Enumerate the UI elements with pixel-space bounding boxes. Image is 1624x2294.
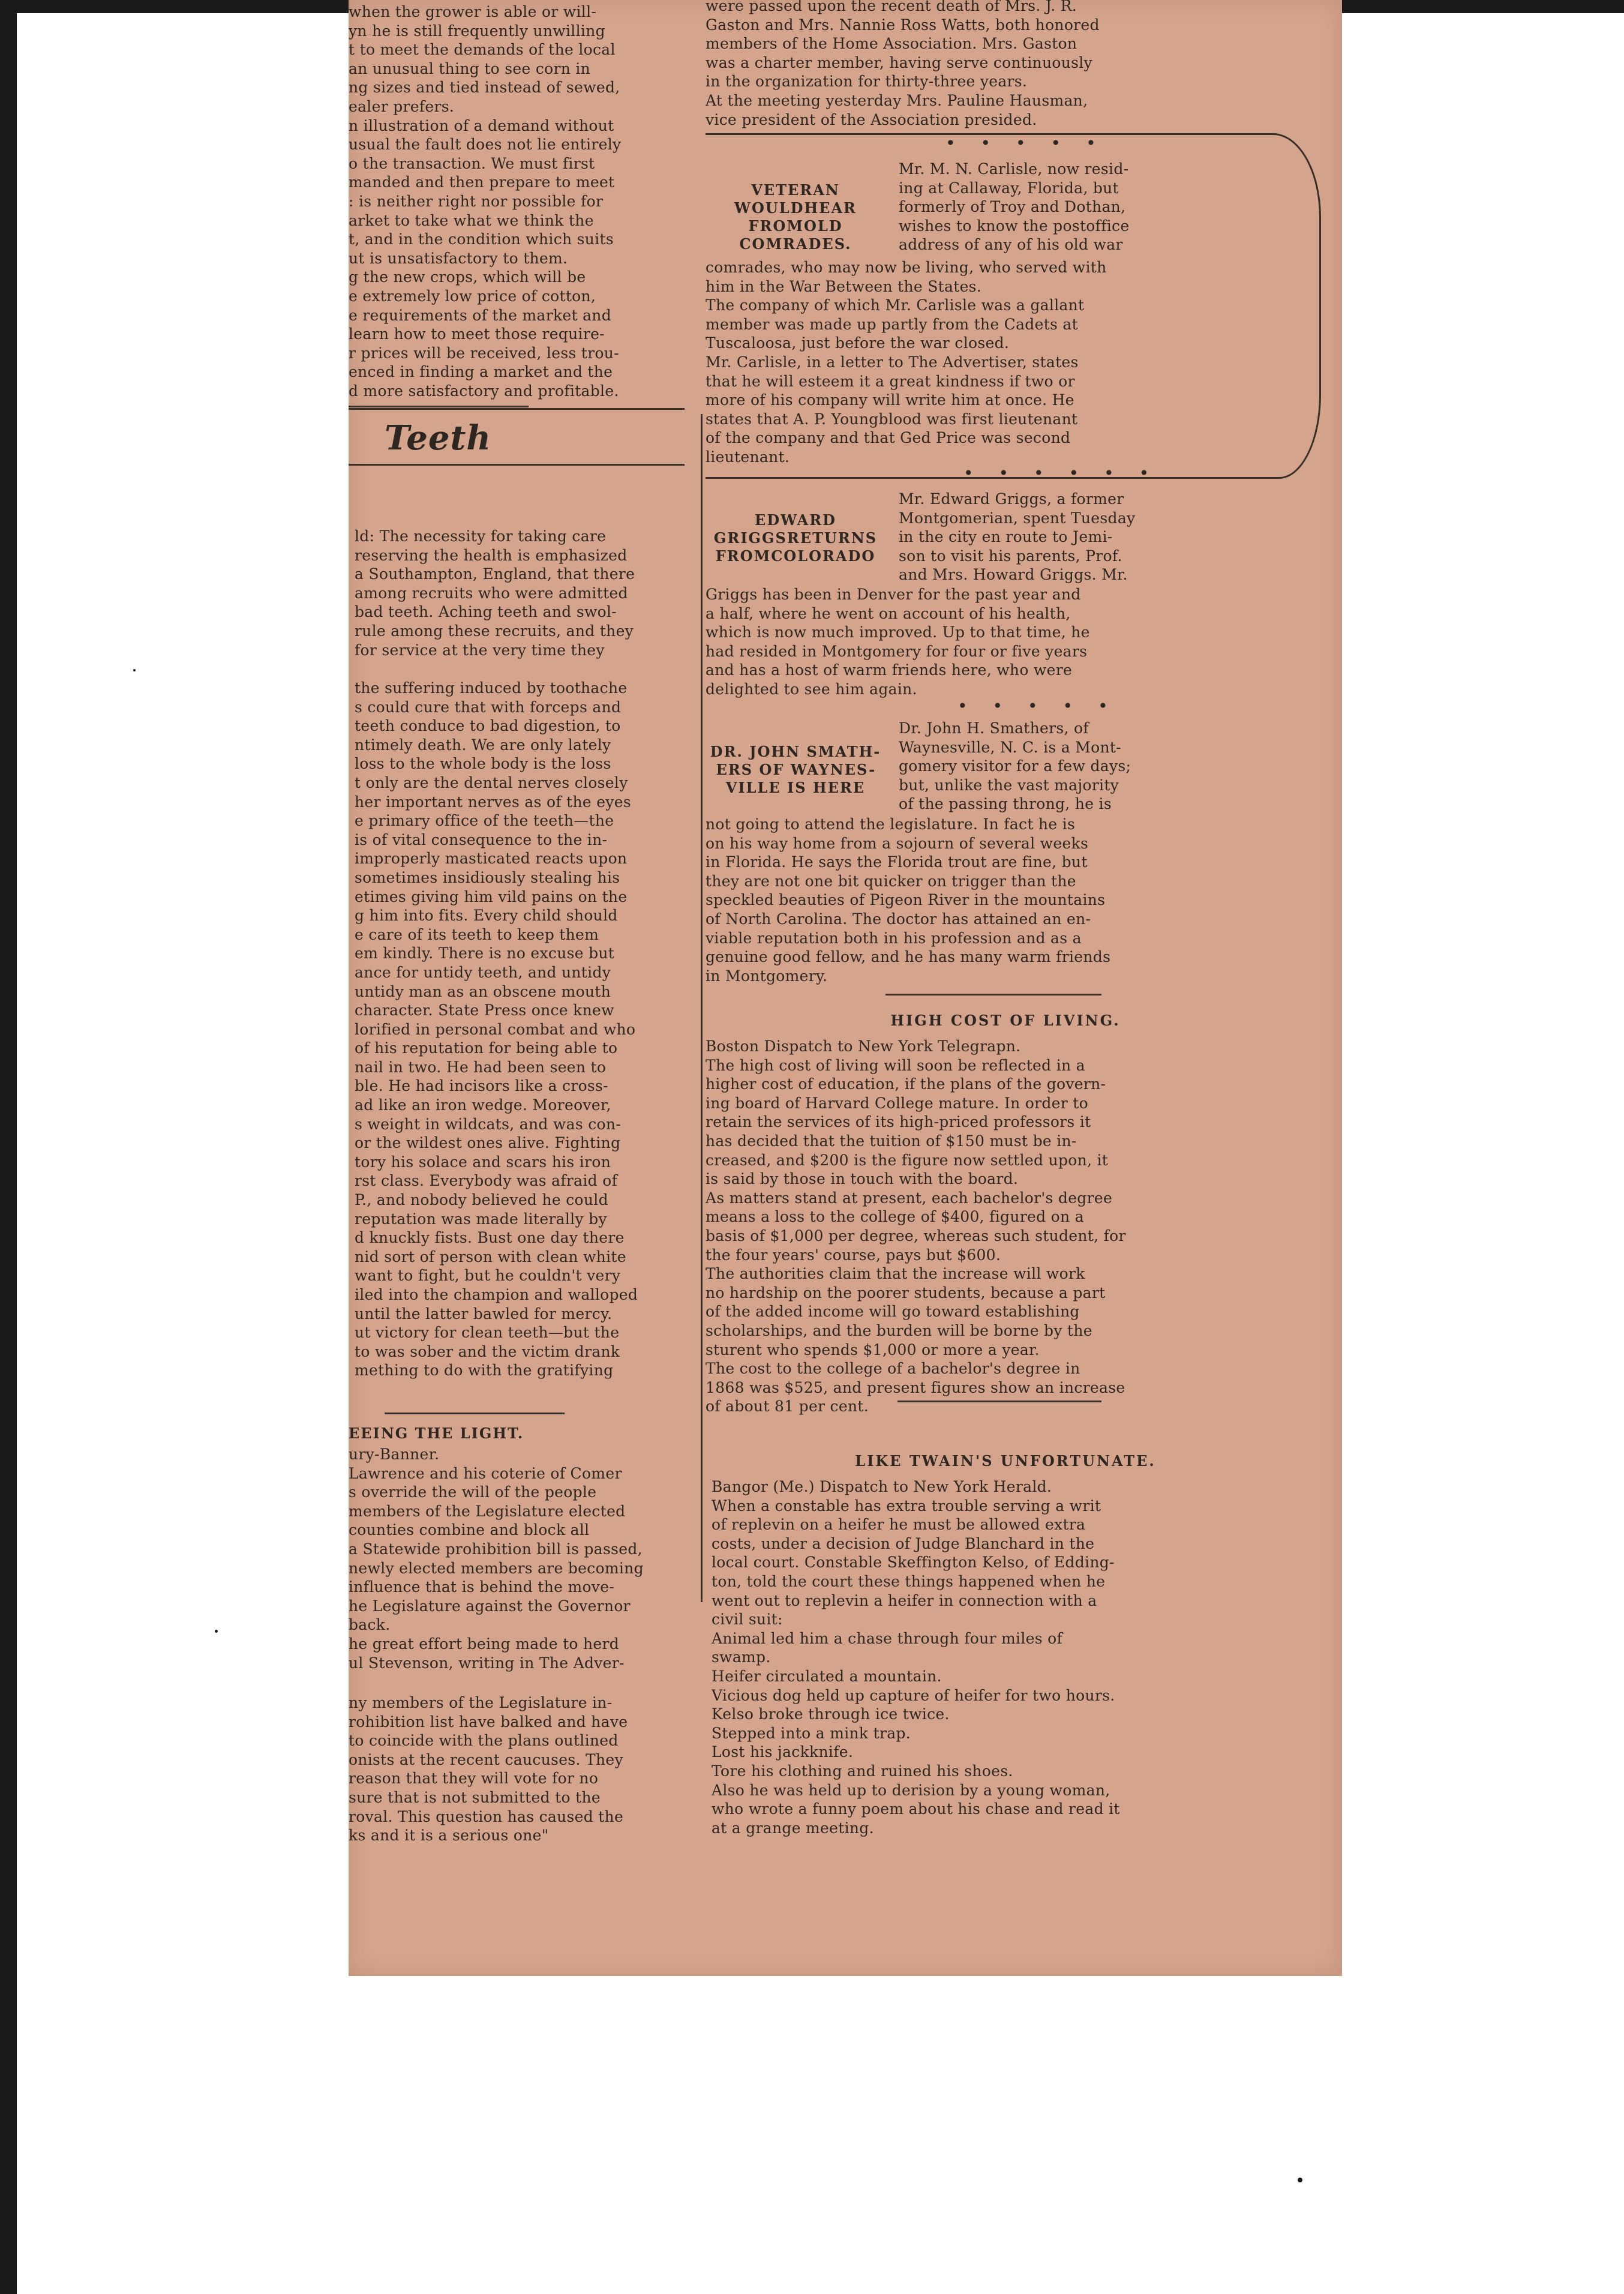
text-line: in Florida. He says the Florida trout are fine, but: [706, 853, 1088, 871]
text-line: were passed upon the recent death of Mrs. J. R.: [706, 0, 1077, 14]
text-line: genuine good fellow, and he has many warm friends: [706, 948, 1111, 966]
text-line: Montgomerian, spent Tuesday: [899, 509, 1136, 527]
text-line: When a constable has extra trouble serving a writ: [712, 1497, 1101, 1515]
cost-heading: HIGH COST OF LIVING.: [890, 1012, 1121, 1029]
text-line: Boston Dispatch to New York Telegrapn.: [706, 1037, 1021, 1055]
text-line: of North Carolina. The doctor has attained an en-: [706, 910, 1091, 928]
text-line: son to visit his parents, Prof.: [899, 547, 1122, 565]
text-line: Tore his clothing and ruined his shoes.: [712, 1762, 1013, 1780]
text-line: ut victory for clean teeth—but the: [355, 1324, 620, 1342]
text-line: more of his company will write him at once. He: [706, 391, 1074, 409]
text-line: ERS OF WAYNES-: [716, 761, 875, 778]
text-line: when the grower is able or will-: [349, 3, 597, 20]
text-line: newly elected members are becoming: [349, 1559, 644, 1577]
divider-rule: [897, 1401, 1101, 1402]
text-line: o the transaction. We must first: [349, 154, 595, 172]
text-line: loss to the whole body is the loss: [355, 755, 611, 773]
smathers-side-text: [899, 719, 1301, 814]
text-line: ing board of Harvard College mature. In order to: [706, 1094, 1088, 1112]
text-line: ealer prefers.: [349, 97, 455, 115]
text-line: Lawrence and his coterie of Comer: [349, 1464, 622, 1482]
text-line: but, unlike the vast majority: [899, 776, 1119, 794]
text-line: ul Stevenson, writing in The Adver-: [349, 1654, 625, 1672]
text-line: nail in two. He had been seen to: [355, 1058, 607, 1076]
text-line: s weight in wildcats, and was con-: [355, 1115, 622, 1133]
cotton-article-text: [349, 2, 676, 400]
text-line: Lost his jackknife.: [712, 1743, 854, 1761]
text-line: rule among these recruits, and they: [355, 622, 634, 640]
text-line: states that A. P. Youngblood was first lieutenant: [706, 410, 1078, 428]
text-line: comrades, who may now be living, who served with: [706, 259, 1107, 276]
griggs-heading: [706, 511, 885, 565]
light-article-text-a: [349, 1445, 685, 1672]
text-line: ng sizes and tied instead of sewed,: [349, 79, 620, 97]
text-line: sometimes insidiously stealing his: [355, 868, 620, 886]
divider-rule: [885, 994, 1101, 995]
text-line: of replevin on a heifer he must be allowed extra: [712, 1516, 1086, 1534]
text-line: DR. JOHN SMATH-: [710, 743, 881, 760]
text-line: Heifer circulated a mountain.: [712, 1667, 942, 1685]
text-line: Griggs has been in Denver for the past year and: [706, 586, 1081, 603]
text-line: s could cure that with forceps and: [355, 698, 622, 716]
text-line: bad teeth. Aching teeth and swol-: [355, 603, 617, 621]
text-line: The high cost of living will soon be reflected in a: [706, 1056, 1085, 1074]
text-line: wishes to know the postoffice: [899, 217, 1130, 235]
text-line: ny members of the Legislature in-: [349, 1694, 613, 1711]
text-line: iled into the champion and walloped: [355, 1286, 638, 1303]
text-line: Animal led him a chase through four miles of: [712, 1629, 1063, 1647]
text-line: tory his solace and scars his iron: [355, 1153, 611, 1171]
text-line: to coincide with the plans outlined: [349, 1732, 619, 1750]
text-line: in the organization for thirty-three years.: [706, 73, 1028, 91]
text-line: went out to replevin a heifer in connection with a: [712, 1591, 1097, 1609]
text-line: ury-Banner.: [349, 1446, 440, 1463]
text-line: character. State Press once knew: [355, 1001, 614, 1019]
text-line: e care of its teeth to keep them: [355, 925, 599, 943]
text-line: OLD COMRADES.: [739, 217, 852, 253]
specks: [133, 669, 136, 671]
text-line: t to meet the demands of the local: [349, 41, 616, 59]
text-line: and Mrs. Howard Griggs. Mr.: [899, 566, 1128, 584]
text-line: learn how to meet those require-: [349, 325, 605, 343]
text-line: P., and nobody believed he could: [355, 1191, 608, 1209]
text-line: ad like an iron wedge. Moreover,: [355, 1096, 611, 1114]
right-column: [706, 0, 1323, 1976]
text-line: Stepped into a mink trap.: [712, 1724, 911, 1742]
teeth-article-text-a: [355, 527, 679, 659]
text-line: rst class. Everybody was afraid of: [355, 1172, 618, 1190]
text-line: basis of $1,000 per degree, whereas such student, for: [706, 1227, 1126, 1245]
text-line: members of the Legislature elected: [349, 1502, 626, 1520]
text-line: d knuckly fists. Bust one day there: [355, 1229, 625, 1247]
text-line: he great effort being made to herd: [349, 1635, 620, 1653]
text-line: teeth conduce to bad digestion, to: [355, 717, 621, 735]
text-line: reserving the health is emphasized: [355, 546, 628, 564]
text-line: her important nerves as of the eyes: [355, 793, 631, 811]
text-line: an unusual thing to see corn in: [349, 59, 591, 77]
divider-rule: [349, 406, 529, 407]
scan-left-border: [0, 13, 17, 2294]
text-line: is said by those in touch with the board.: [706, 1170, 1019, 1188]
text-line: of the added income will go toward establishing: [706, 1303, 1080, 1321]
text-line: ton, told the court these things happened when he: [712, 1572, 1106, 1590]
cost-article-text: [706, 1037, 1305, 1416]
text-line: ntimely death. We are only lately: [355, 736, 611, 754]
text-line: costs, under a decision of Judge Blanchard in the: [712, 1534, 1095, 1552]
text-line: higher cost of education, if the plans of the govern-: [706, 1075, 1106, 1093]
text-line: influence that is behind the move-: [349, 1578, 615, 1596]
text-line: or the wildest ones alive. Fighting: [355, 1134, 621, 1152]
text-line: vice president of the Association presided.: [706, 110, 1037, 128]
text-line: arket to take what we think the: [349, 211, 594, 229]
left-column: [349, 0, 685, 1976]
veteran-article-text: [706, 258, 1305, 467]
text-line: t, and in the condition which suits: [349, 230, 614, 248]
smathers-heading: [706, 743, 885, 797]
newspaper-clipping: [349, 0, 1342, 1976]
text-line: retain the services of its high-priced professors it: [706, 1113, 1091, 1131]
text-line: is of vital consequence to the in-: [355, 830, 608, 848]
text-line: a Southampton, England, that there: [355, 565, 635, 583]
text-line: they are not one bit quicker on trigger than the: [706, 872, 1076, 890]
text-line: e extremely low price of cotton,: [349, 287, 596, 305]
text-line: among recruits who were admitted: [355, 584, 628, 602]
text-line: yn he is still frequently unwilling: [349, 22, 605, 40]
text-line: who wrote a funny poem about his chase and read it: [712, 1800, 1120, 1818]
text-line: : is neither right nor possible for: [349, 192, 604, 210]
text-line: of the company and that Ged Price was second: [706, 429, 1071, 447]
text-line: ut is unsatisfactory to them.: [349, 249, 568, 267]
text-line: n illustration of a demand without: [349, 116, 614, 134]
text-line: a half, where he went on account of his health,: [706, 604, 1071, 622]
text-line: members of the Home Association. Mrs. Gaston: [706, 35, 1077, 53]
text-line: ks and it is a serious one": [349, 1827, 549, 1845]
text-line: Tuscaloosa, just before the war closed.: [706, 334, 1010, 352]
text-line: was a charter member, having serve continuously: [706, 53, 1092, 71]
text-line: sure that is not submitted to the: [349, 1788, 601, 1806]
text-line: a Statewide prohibition bill is passed,: [349, 1540, 643, 1558]
text-line: ld: The necessity for taking care: [355, 527, 607, 545]
text-line: lieutenant.: [706, 448, 790, 466]
text-line: e requirements of the market and: [349, 306, 612, 324]
text-line: has decided that the tuition of $150 must be in-: [706, 1132, 1077, 1150]
specks: [215, 1630, 218, 1633]
veteran-heading: [706, 181, 885, 253]
separator-stars: •••••: [957, 696, 1133, 716]
text-line: RETURNS FROM: [715, 529, 878, 565]
text-line: of his reputation for being able to: [355, 1039, 618, 1057]
text-line: Mr. Edward Griggs, a former: [899, 490, 1124, 508]
text-line: Mr. M. N. Carlisle, now resid-: [899, 160, 1129, 178]
text-line: nid sort of person with clean white: [355, 1248, 626, 1266]
text-line: sturent who spends $1,000 or more a year.: [706, 1341, 1040, 1359]
text-line: him in the War Between the States.: [706, 277, 982, 295]
text-line: back.: [349, 1616, 391, 1634]
home-association-text: [706, 0, 1305, 129]
text-line: Gaston and Mrs. Nannie Ross Watts, both honored: [706, 16, 1100, 34]
light-heading: EEING THE LIGHT.: [349, 1425, 524, 1442]
text-line: manded and then prepare to meet: [349, 173, 615, 191]
text-line: Bangor (Me.) Dispatch to New York Herald.: [712, 1478, 1052, 1495]
text-line: and has a host of warm friends here, who were: [706, 661, 1073, 679]
text-line: ble. He had incisors like a cross-: [355, 1077, 608, 1095]
text-line: untidy man as an obscene mouth: [355, 982, 611, 1000]
text-line: the four years' course, pays but $600.: [706, 1246, 1001, 1264]
text-line: counties combine and block all: [349, 1521, 590, 1539]
text-line: until the latter bawled for mercy.: [355, 1305, 613, 1323]
teeth-heading-box: [349, 408, 685, 466]
text-line: VILLE IS HERE: [725, 779, 866, 796]
text-line: reputation was made literally by: [355, 1210, 607, 1228]
teeth-article-text-b: [355, 679, 679, 1380]
text-line: of about 81 per cent.: [706, 1398, 869, 1416]
text-line: The company of which Mr. Carlisle was a gallant: [706, 296, 1085, 314]
text-line: EDWARD GRIGGS: [713, 511, 836, 547]
twain-article-text: [712, 1477, 1311, 1837]
text-line: etimes giving him vild pains on the: [355, 887, 628, 905]
text-line: ance for untidy teeth, and untidy: [355, 963, 611, 981]
griggs-article-text: [706, 585, 1305, 699]
teeth-heading: Teeth: [385, 418, 492, 458]
text-line: At the meeting yesterday Mrs. Pauline Hausman,: [706, 91, 1088, 109]
text-line: civil suit:: [712, 1611, 783, 1629]
divider-rule: [385, 1413, 565, 1414]
text-line: roval. This question has caused the: [349, 1807, 624, 1825]
text-line: lorified in personal combat and who: [355, 1020, 636, 1038]
text-line: 1868 was $525, and present figures show an increase: [706, 1378, 1125, 1396]
separator-stars: ••••••: [963, 463, 1175, 483]
text-line: VETERAN WOULD: [734, 181, 840, 217]
text-line: formerly of Troy and Dothan,: [899, 198, 1126, 216]
text-line: to was sober and the victim drank: [355, 1342, 620, 1360]
text-line: member was made up partly from the Cadets at: [706, 315, 1078, 333]
text-line: speckled beauties of Pigeon River in the mountains: [706, 891, 1106, 909]
text-line: g the new crops, which will be: [349, 268, 586, 286]
text-line: creased, and $200 is the figure now settled upon, it: [706, 1151, 1109, 1169]
text-line: in the city en route to Jemi-: [899, 528, 1113, 546]
text-line: not going to attend the legislature. In fact he is: [706, 815, 1076, 833]
text-line: em kindly. There is no excuse but: [355, 944, 615, 962]
text-line: As matters stand at present, each bachelor's degree: [706, 1189, 1113, 1207]
text-line: The authorities claim that the increase will work: [706, 1265, 1085, 1283]
column-rule: [701, 414, 703, 1602]
text-line: COLORADO: [771, 547, 876, 565]
separator-stars: •••••: [945, 133, 1121, 153]
text-line: means a loss to the college of $400, figured on a: [706, 1208, 1084, 1226]
text-line: scholarships, and the burden will be borne by the: [706, 1321, 1092, 1339]
light-article-text-b: [349, 1693, 685, 1845]
text-line: at a grange meeting.: [712, 1819, 874, 1837]
text-line: had resided in Montgomery for four or five years: [706, 642, 1088, 660]
text-line: rohibition list have balked and have: [349, 1713, 628, 1731]
text-line: Mr. Carlisle, in a letter to The Advertiser, states: [706, 353, 1079, 371]
text-line: Dr. John H. Smathers, of: [899, 719, 1089, 737]
text-line: e primary office of the teeth—the: [355, 812, 614, 830]
text-line: Kelso broke through ice twice.: [712, 1705, 950, 1723]
text-line: Vicious dog held up capture of heifer for two hours.: [712, 1686, 1115, 1704]
text-line: reason that they will vote for no: [349, 1770, 599, 1788]
text-line: r prices will be received, less trou-: [349, 344, 619, 362]
veteran-side-text: [899, 160, 1301, 254]
text-line: of the passing throng, he is: [899, 795, 1112, 813]
text-line: The cost to the college of a bachelor's degree in: [706, 1360, 1080, 1378]
text-line: the suffering induced by toothache: [355, 679, 628, 697]
text-line: local court. Constable Skeffington Kelso, of Edding-: [712, 1554, 1115, 1572]
text-line: delighted to see him again.: [706, 680, 917, 698]
text-line: enced in finding a market and the: [349, 363, 613, 381]
text-line: which is now much improved. Up to that time, he: [706, 623, 1090, 641]
text-line: Waynesville, N. C. is a Mont-: [899, 738, 1121, 756]
text-line: HEAR FROM: [748, 199, 857, 235]
text-line: d more satisfactory and profitable.: [349, 382, 619, 400]
text-line: improperly masticated reacts upon: [355, 850, 628, 868]
smathers-article-text: [706, 815, 1305, 985]
text-line: s override the will of the people: [349, 1483, 597, 1501]
text-line: t only are the dental nerves closely: [355, 773, 628, 791]
text-line: in Montgomery.: [706, 967, 828, 985]
text-line: that he will esteem it a great kindness if two or: [706, 372, 1075, 390]
text-line: mething to do with the gratifying: [355, 1362, 614, 1380]
specks: [1298, 2178, 1302, 2182]
text-line: onists at the recent caucuses. They: [349, 1750, 623, 1768]
text-line: no hardship on the poorer students, because a part: [706, 1284, 1106, 1302]
text-line: address of any of his old war: [899, 236, 1123, 254]
text-line: he Legislature against the Governor: [349, 1597, 631, 1615]
text-line: g him into fits. Every child should: [355, 907, 618, 925]
text-line: gomery visitor for a few days;: [899, 757, 1131, 775]
text-line: want to fight, but he couldn't very: [355, 1267, 621, 1285]
text-line: Also he was held up to derision by a young woman,: [712, 1781, 1110, 1799]
text-line: usual the fault does not lie entirely: [349, 136, 622, 154]
text-line: swamp.: [712, 1648, 771, 1666]
text-line: ing at Callaway, Florida, but: [899, 179, 1119, 197]
text-line: for service at the very time they: [355, 641, 605, 659]
text-line: on his way home from a sojourn of several weeks: [706, 834, 1089, 852]
twain-heading: LIKE TWAIN'S UNFORTUNATE.: [855, 1452, 1156, 1470]
griggs-side-text: [899, 490, 1301, 584]
text-line: viable reputation both in his profession and as a: [706, 929, 1082, 947]
